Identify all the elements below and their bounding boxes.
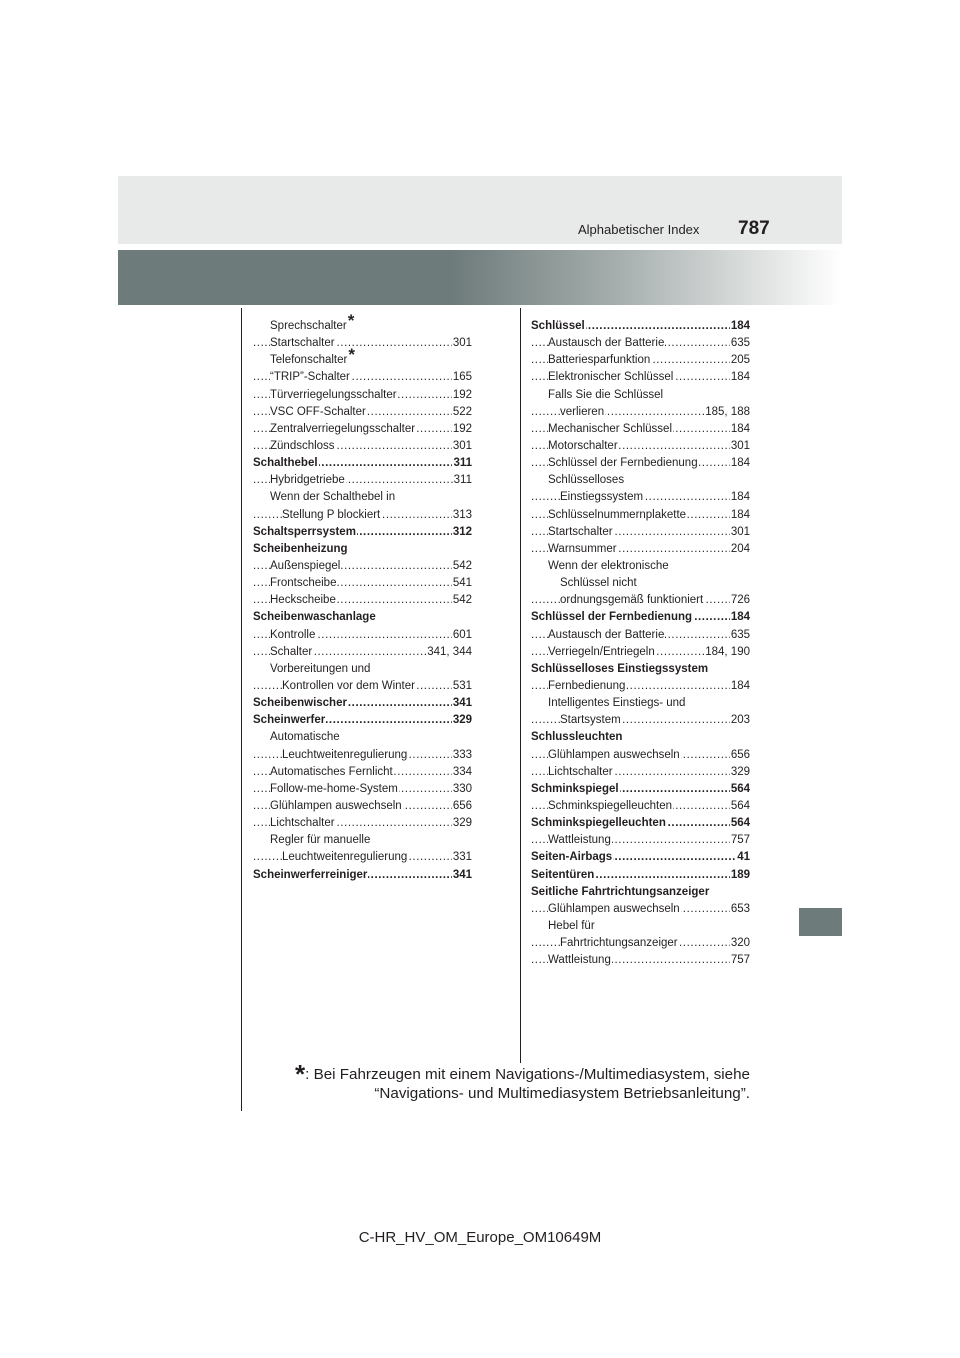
index-entry [253,455,472,472]
index-entry [253,678,472,695]
index-entry [253,609,472,626]
index-entry-page: 301 [452,438,472,455]
index-entry [531,318,750,335]
index-entry-page: 184 [730,507,750,524]
index-entry-page: 329 [452,712,472,729]
index-entry-term: Startschalter [548,525,613,538]
index-entry [253,747,472,764]
index-entry [531,352,750,369]
index-entry-term: Türverriegelungsschalter [270,388,397,401]
index-entry [253,507,472,524]
index-entry-page: 311 [453,472,472,489]
index-entry-page: 635 [730,335,750,352]
index-entry [531,849,750,866]
index-entry [531,524,750,541]
index-entry [253,421,472,438]
index-entry-term: Zündschloss [270,439,335,452]
index-entry-page: 320 [730,935,750,952]
index-entry [531,387,750,404]
column-divider [520,308,521,1063]
index-entry [253,489,472,506]
index-entry-page: 564 [730,798,750,815]
index-entry [253,345,472,369]
index-entry [531,695,750,712]
index-entry-term: Telefonschalter [270,354,348,367]
footnote-reference-marker: * [348,345,355,365]
index-entry-page: 542 [452,558,472,575]
index-entry-term: Hybridgetriebe [270,474,345,487]
page-number: 787 [738,218,770,239]
index-entry [253,524,472,541]
index-entry-term: Wattleistung [548,954,611,967]
index-entry [531,369,750,386]
index-entry-page: 653 [730,901,750,918]
index-entry-term: Schlüssel der Fernbedienung [531,611,693,624]
index-entry-page: 184, 190 [704,644,750,661]
index-entry [531,592,750,609]
index-entry-term: Follow-me-home-System [270,782,398,795]
index-entry-page: 301 [452,335,472,352]
index-entry-term: Automatisches Fernlicht [270,765,393,778]
index-entry [253,764,472,781]
index-entry-term: Verriegeln/Entriegeln [548,645,655,658]
index-entry [531,867,750,884]
index-entry-page: 184 [730,455,750,472]
index-entry-term: Leuchtweitenregulierung [282,851,408,864]
index-entry [531,747,750,764]
index-entry-term: Schalter [270,645,313,658]
index-entry-term: Schalthebel [253,457,318,470]
index-entry-term: Hebel für [548,919,595,932]
chapter-banner [118,250,842,305]
index-entry-term: ordnungsgemäß funktioniert [560,594,704,607]
index-entry [253,541,472,558]
index-entry-page: 726 [730,592,750,609]
index-entry-term: Glühlampen auswechseln [548,748,680,761]
index-entry-term: Seiten-Airbags [531,851,613,864]
index-entry-page: 184 [730,318,750,335]
index-entry-page: 312 [452,524,472,541]
index-entry-page: 601 [452,627,472,644]
index-entry-page: 334 [452,764,472,781]
index-entry-term: Wenn der Schalthebel in [270,491,396,504]
index-column-right [531,318,750,969]
index-entry [253,592,472,609]
header-band [118,176,842,244]
index-entry [531,507,750,524]
index-entry-term: Kontrollen vor dem Winter [282,679,415,692]
index-entry-term: Mechanischer Schlüssel [548,422,673,435]
index-entry-term: Seitliche Fahrtrichtungsanzeiger [531,885,710,898]
index-entry-term: Fahrtrichtungsanzeiger [560,937,678,950]
index-entry [531,935,750,952]
index-entry [531,798,750,815]
document-code: C-HR_HV_OM_Europe_OM10649M [358,1229,602,1246]
index-entry-term: Scheibenheizung [253,542,348,555]
index-entry-term: Heckscheibe [270,594,336,607]
index-entry-term: Startsystem [560,714,621,727]
index-entry-term: Leuchtweitenregulierung [282,748,408,761]
index-entry [253,311,472,335]
index-entry [531,472,750,489]
index-entry-page: 656 [730,747,750,764]
index-entry [253,369,472,386]
index-entry [531,644,750,661]
index-entry-term: Scheibenwischer [253,697,347,710]
left-margin-rule [241,308,242,1111]
index-entry-term: Frontscheibe [270,577,337,590]
index-entry-page: 541 [452,575,472,592]
index-entry [531,558,750,575]
index-entry [531,815,750,832]
index-entry-page: 341, 344 [426,644,472,661]
index-entry [531,901,750,918]
index-entry-page: 184 [730,678,750,695]
index-entry-page: 331 [452,849,472,866]
index-entry [531,609,750,626]
index-entry [253,781,472,798]
index-entry-term: Kontrolle [270,628,316,641]
index-entry-page: 635 [730,627,750,644]
index-entry [531,421,750,438]
index-entry [531,781,750,798]
index-entry [531,404,750,421]
index-entry [253,387,472,404]
index-entry-page: 329 [452,815,472,832]
index-entry [253,815,472,832]
index-entry-term: Batteriesparfunktion [548,354,651,367]
index-entry [531,575,750,592]
index-entry-page: 301 [730,524,750,541]
index-entry-term: Wenn der elektronische [548,559,669,572]
index-entry-term: Schminkspiegel [531,782,619,795]
footnote-reference-marker: * [347,311,355,330]
index-entry [531,455,750,472]
index-entry-term: Startschalter [270,337,335,350]
index-entry [253,404,472,421]
section-title: Alphabetischer Index [578,222,700,237]
index-entry [531,489,750,506]
index-entry [253,558,472,575]
footnote-line-1: : Bei Fahrzeugen mit einem Navigations-/Multimediasystem, siehe [305,1066,750,1083]
index-entry-term: Elektronischer Schlüssel [548,371,674,384]
footnote-line-2: “Navigations- und Multimediasystem Betriebsanleitung”. [374,1085,750,1102]
index-entry [531,712,750,729]
index-entry [531,729,750,746]
index-entry-page: 189 [730,867,750,884]
index-entry-term: Lichtschalter [270,817,335,830]
index-entry-term: Schlüsselloses [548,474,625,487]
index-entry [253,729,472,746]
index-entry-term: Falls Sie die Schlüssel [548,388,664,401]
index-entry-term: Sprechschalter [270,320,347,332]
footnote-marker: * [295,1059,306,1089]
index-entry-term: verlieren [560,405,605,418]
index-entry-term: Lichtschalter [548,765,613,778]
index-entry-term: Seitentüren [531,868,595,881]
index-entry-term: “TRIP”-Schalter [270,371,350,384]
index-entry [531,678,750,695]
index-entry [531,764,750,781]
index-entry-page: 531 [452,678,472,695]
index-entry [253,712,472,729]
index-entry-term: Stellung P blockiert [282,508,381,521]
index-entry [531,627,750,644]
index-entry [253,644,472,661]
index-entry-term: Glühlampen auswechseln [270,799,402,812]
index-entry [253,335,472,352]
index-entry-page: 301 [730,438,750,455]
index-entry-term: Intelligentes Einstiegs- und [548,697,686,710]
index-entry-page: 333 [452,747,472,764]
index-entry-term: Austausch der Batterie [548,628,665,641]
index-entry [253,695,472,712]
index-entry-term: Zentralverriegelungsschalter [270,422,416,435]
chapter-side-tab [799,908,842,936]
index-entry-page: 165 [452,369,472,386]
index-entry-page: 184 [730,489,750,506]
index-entry [531,541,750,558]
index-entry-term: Wattleistung [548,834,611,847]
index-entry-page: 757 [730,952,750,969]
index-entry-term: Scheibenwaschanlage [253,611,376,624]
index-entry [531,335,750,352]
index-entry-term: Schlussleuchten [531,731,623,744]
index-entry-page: 522 [452,404,472,421]
index-entry [531,661,750,678]
index-entry-page: 564 [730,781,750,798]
index-entry-page: 41 [736,849,750,866]
index-entry-term: Einstiegssystem [560,491,644,504]
index-entry-page: 192 [452,421,472,438]
index-entry-page: 205 [730,352,750,369]
index-entry [531,832,750,849]
index-entry-term: Motorschalter [548,439,618,452]
index-entry [253,832,472,849]
index-entry-page: 564 [730,815,750,832]
index-column-left [253,311,472,884]
index-entry-term: Schminkspiegelleuchten [531,817,666,830]
index-entry-page: 311 [452,455,472,472]
index-entry-page: 185, 188 [704,404,750,421]
index-entry-page: 313 [452,507,472,524]
index-entry [531,884,750,901]
index-entry-term: Schaltsperrsystem [253,525,356,538]
index-entry-term: Glühlampen auswechseln [548,902,680,915]
index-entry [531,918,750,935]
index-entry-term: Scheinwerfer [253,714,326,727]
index-entry-page: 330 [452,781,472,798]
index-entry-term: Automatische [270,731,340,744]
index-entry-term: Austausch der Batterie [548,337,665,350]
index-entry-page: 341 [452,695,472,712]
index-entry [253,438,472,455]
index-entry-page: 192 [452,387,472,404]
index-entry-page: 203 [730,712,750,729]
index-entry-term: Schlüsselloses Einstiegssystem [531,662,709,675]
index-entry-page: 341 [452,867,472,884]
index-entry [253,472,472,489]
index-entry-term: Außenspiegel [270,559,341,572]
index-entry [253,849,472,866]
index-entry-term: Schlüssel [531,320,585,332]
footnote [292,1059,750,1103]
index-entry-term: Vorbereitungen und [270,662,371,675]
index-entry-page: 184 [730,369,750,386]
index-entry [253,575,472,592]
index-entry-term: Schlüssel nicht [560,577,637,590]
index-entry-term: Fernbedienung [548,679,626,692]
index-entry-page: 184 [730,421,750,438]
index-entry [531,438,750,455]
index-entry [253,627,472,644]
index-entry [253,661,472,678]
index-entry-page: 542 [452,592,472,609]
index-entry-page: 757 [730,832,750,849]
index-entry-term: Schminkspiegelleuchten [548,799,673,812]
index-entry-page: 204 [730,541,750,558]
index-entry-term: Scheinwerferreiniger [253,868,368,881]
index-entry-term: Warnsummer [548,542,617,555]
index-entry-term: VSC OFF-Schalter [270,405,366,418]
index-entry [531,952,750,969]
index-entry-page: 184 [730,609,750,626]
index-entry-page: 656 [452,798,472,815]
index-entry [253,798,472,815]
index-entry-term: Schlüssel der Fernbedienung [548,457,698,470]
index-entry-page: 329 [730,764,750,781]
index-entry-term: Schlüsselnummernplakette [548,508,687,521]
index-entry [253,867,472,884]
index-entry-term: Regler für manuelle [270,834,371,847]
